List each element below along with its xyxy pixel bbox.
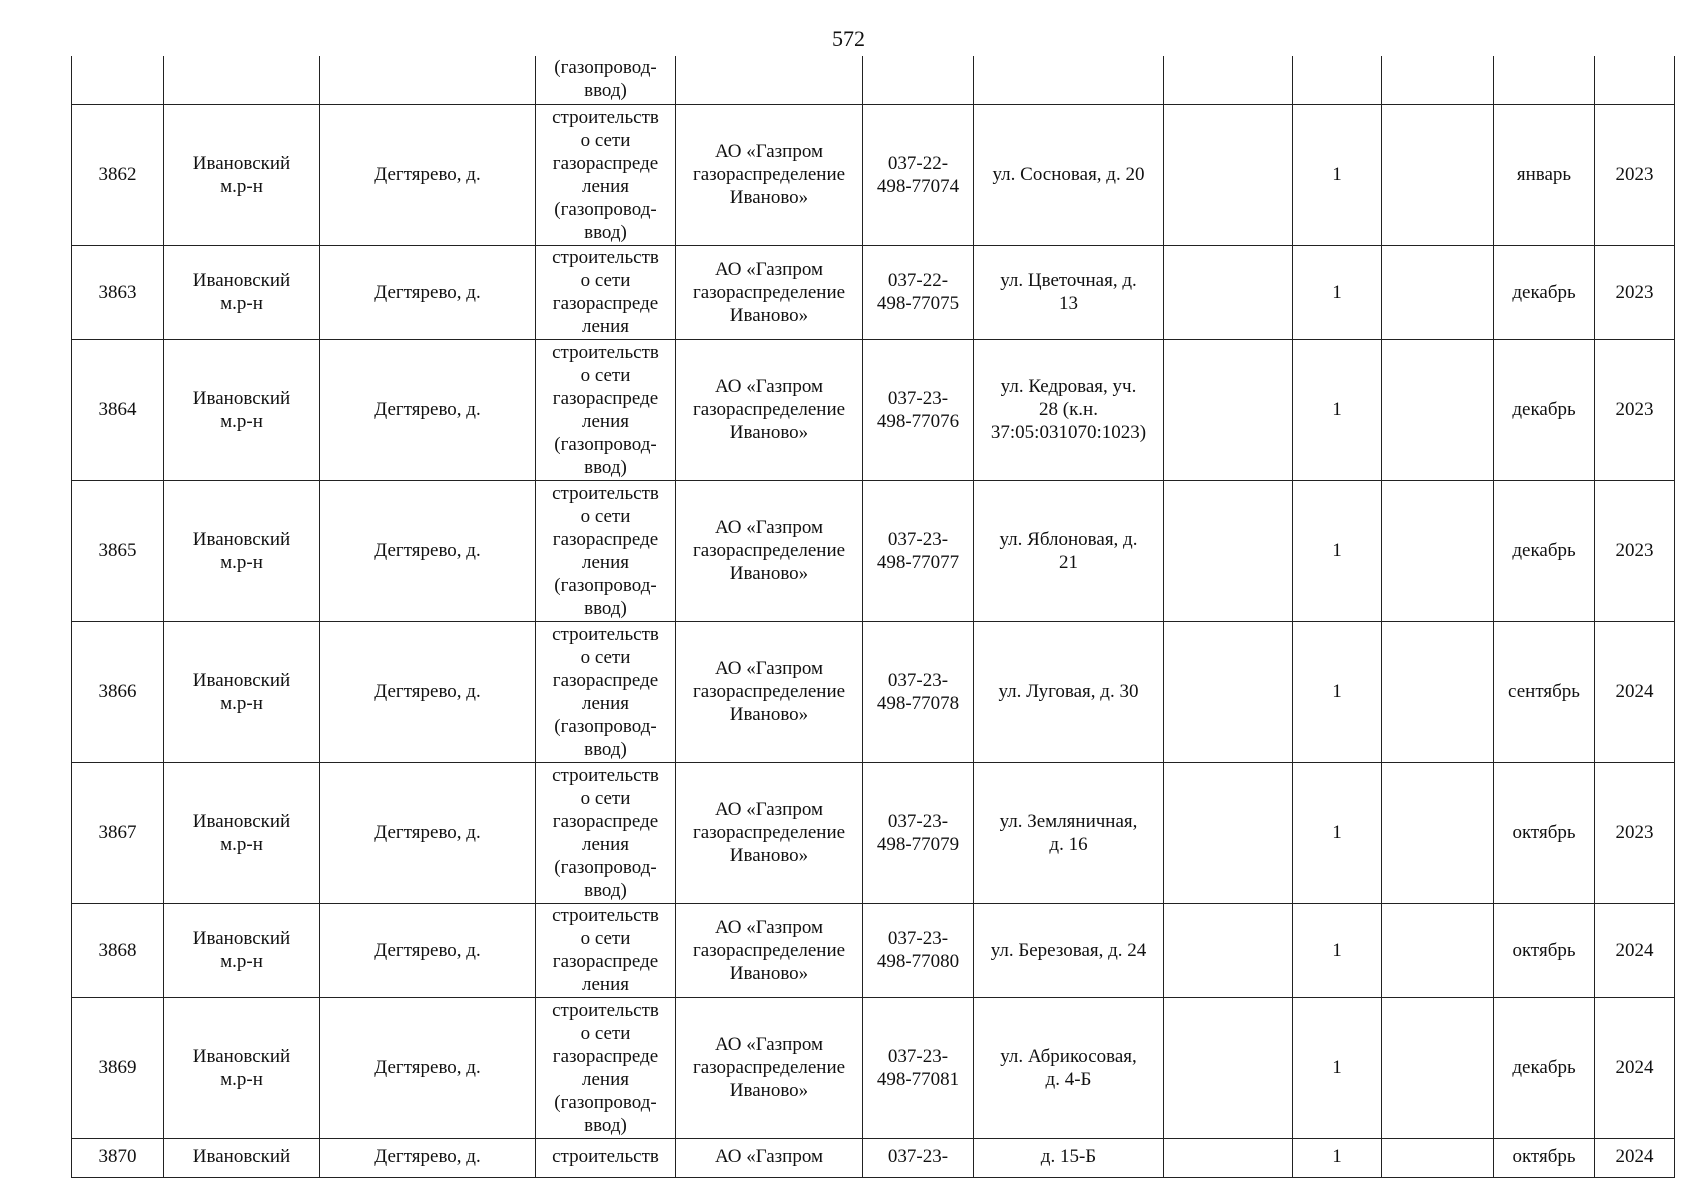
cell-address [974,56,1164,104]
cell-work-kind: строительств о сети газораспреде ления (газопровод- ввод) [536,997,676,1138]
cell-no: 3866 [72,621,164,762]
cell-no: 3862 [72,104,164,245]
cell-district: Ивановский м.р-н [164,621,320,762]
cell-organization: АО «Газпром газораспределение Иваново» [676,245,863,339]
cell-locality [320,56,536,104]
cell-district: Ивановский м.р-н [164,245,320,339]
cell-year: 2023 [1595,762,1675,903]
cell-blank-8 [1164,762,1293,903]
cell-code: 037-22- 498-77075 [863,245,974,339]
cell-year: 2024 [1595,997,1675,1138]
cell-work-kind: строительств о сети газораспреде ления (газопровод- ввод) [536,621,676,762]
cell-month: сентябрь [1494,621,1595,762]
cell-quantity: 1 [1293,762,1382,903]
cell-blank-8 [1164,903,1293,997]
cell-blank-10 [1382,480,1494,621]
cell-locality: Дегтярево, д. [320,903,536,997]
cell-district: Ивановский [164,1138,320,1177]
cell-code: 037-22- 498-77074 [863,104,974,245]
cell-code: 037-23- 498-77079 [863,762,974,903]
cell-district: Ивановский м.р-н [164,762,320,903]
cell-work-kind: строительств о сети газораспреде ления (газопровод- ввод) [536,762,676,903]
cell-quantity: 1 [1293,480,1382,621]
cell-work-kind: (газопровод- ввод) [536,56,676,104]
table-row [72,104,1675,245]
cell-quantity: 1 [1293,621,1382,762]
cell-blank-10 [1382,339,1494,480]
table-row [72,339,1675,480]
cell-quantity: 1 [1293,339,1382,480]
cell-no: 3868 [72,903,164,997]
cell-organization: АО «Газпром газораспределение Иваново» [676,480,863,621]
cell-year: 2024 [1595,1138,1675,1177]
cell-month: октябрь [1494,903,1595,997]
table-row [72,245,1675,339]
cell-address: ул. Земляничная, д. 16 [974,762,1164,903]
cell-address: ул. Кедровая, уч. 28 (к.н. 37:05:031070:1023) [974,339,1164,480]
cell-month: декабрь [1494,997,1595,1138]
cell-organization: АО «Газпром газораспределение Иваново» [676,997,863,1138]
cell-year: 2023 [1595,245,1675,339]
cell-code: 037-23- 498-77081 [863,997,974,1138]
cell-work-kind: строительств [536,1138,676,1177]
cell-district: Ивановский м.р-н [164,104,320,245]
cell-organization: АО «Газпром газораспределение Иваново» [676,104,863,245]
cell-work-kind: строительств о сети газораспреде ления [536,245,676,339]
cell-quantity: 1 [1293,245,1382,339]
cell-no [72,56,164,104]
cell-month: декабрь [1494,339,1595,480]
cell-work-kind: строительств о сети газораспреде ления (газопровод- ввод) [536,480,676,621]
cell-month: декабрь [1494,245,1595,339]
cell-address: д. 15-Б [974,1138,1164,1177]
cell-district: Ивановский м.р-н [164,903,320,997]
cell-no: 3863 [72,245,164,339]
cell-blank-10 [1382,621,1494,762]
table-row [72,997,1675,1138]
cell-quantity: 1 [1293,1138,1382,1177]
cell-address: ул. Яблоновая, д. 21 [974,480,1164,621]
cell-quantity: 1 [1293,104,1382,245]
cell-organization: АО «Газпром [676,1138,863,1177]
cell-address: ул. Цветочная, д. 13 [974,245,1164,339]
cell-blank-10 [1382,903,1494,997]
cell-locality: Дегтярево, д. [320,997,536,1138]
cell-code: 037-23- 498-77078 [863,621,974,762]
cell-quantity: 1 [1293,903,1382,997]
cell-blank-10 [1382,56,1494,104]
cell-blank-8 [1164,480,1293,621]
cell-blank-8 [1164,621,1293,762]
cell-blank-10 [1382,997,1494,1138]
cell-work-kind: строительств о сети газораспреде ления (газопровод- ввод) [536,339,676,480]
cell-district: Ивановский м.р-н [164,480,320,621]
cell-district: Ивановский м.р-н [164,339,320,480]
cell-blank-10 [1382,1138,1494,1177]
cell-blank-10 [1382,245,1494,339]
cell-address: ул. Луговая, д. 30 [974,621,1164,762]
cell-year: 2023 [1595,104,1675,245]
cell-code [863,56,974,104]
cell-organization: АО «Газпром газораспределение Иваново» [676,762,863,903]
cell-organization [676,56,863,104]
cell-year: 2023 [1595,339,1675,480]
cell-blank-10 [1382,762,1494,903]
cell-locality: Дегтярево, д. [320,104,536,245]
cell-no: 3869 [72,997,164,1138]
cell-blank-8 [1164,997,1293,1138]
cell-locality: Дегтярево, д. [320,245,536,339]
cell-blank-8 [1164,104,1293,245]
cell-code: 037-23- 498-77077 [863,480,974,621]
cell-no: 3865 [72,480,164,621]
cell-district [164,56,320,104]
cell-month: январь [1494,104,1595,245]
table-row [72,1138,1675,1177]
table-row [72,621,1675,762]
cell-no: 3864 [72,339,164,480]
table-row [72,480,1675,621]
cell-code: 037-23- [863,1138,974,1177]
cell-month: декабрь [1494,480,1595,621]
table-row [72,762,1675,903]
cell-work-kind: строительств о сети газораспреде ления (газопровод- ввод) [536,104,676,245]
cell-work-kind: строительств о сети газораспреде ления [536,903,676,997]
cell-locality: Дегтярево, д. [320,1138,536,1177]
cell-blank-8 [1164,339,1293,480]
cell-quantity [1293,56,1382,104]
table-row [72,903,1675,997]
cell-blank-8 [1164,56,1293,104]
cell-quantity: 1 [1293,997,1382,1138]
cell-locality: Дегтярево, д. [320,339,536,480]
cell-no: 3867 [72,762,164,903]
table-body [72,56,1675,1177]
cell-locality: Дегтярево, д. [320,762,536,903]
cell-blank-8 [1164,1138,1293,1177]
cell-year: 2024 [1595,903,1675,997]
cell-month: октябрь [1494,1138,1595,1177]
cell-year [1595,56,1675,104]
cell-code: 037-23- 498-77076 [863,339,974,480]
cell-year: 2023 [1595,480,1675,621]
cell-organization: АО «Газпром газораспределение Иваново» [676,903,863,997]
cell-code: 037-23- 498-77080 [863,903,974,997]
cell-no: 3870 [72,1138,164,1177]
cell-organization: АО «Газпром газораспределение Иваново» [676,621,863,762]
cell-district: Ивановский м.р-н [164,997,320,1138]
cell-blank-10 [1382,104,1494,245]
cell-organization: АО «Газпром газораспределение Иваново» [676,339,863,480]
cell-year: 2024 [1595,621,1675,762]
cell-address: ул. Березовая, д. 24 [974,903,1164,997]
table-row-continuation [72,56,1675,104]
page-number: 572 [832,26,865,51]
gas-connection-registry-table [71,56,1675,1178]
cell-address: ул. Сосновая, д. 20 [974,104,1164,245]
cell-locality: Дегтярево, д. [320,621,536,762]
cell-address: ул. Абрикосовая, д. 4-Б [974,997,1164,1138]
cell-locality: Дегтярево, д. [320,480,536,621]
cell-month [1494,56,1595,104]
cell-blank-8 [1164,245,1293,339]
cell-month: октябрь [1494,762,1595,903]
